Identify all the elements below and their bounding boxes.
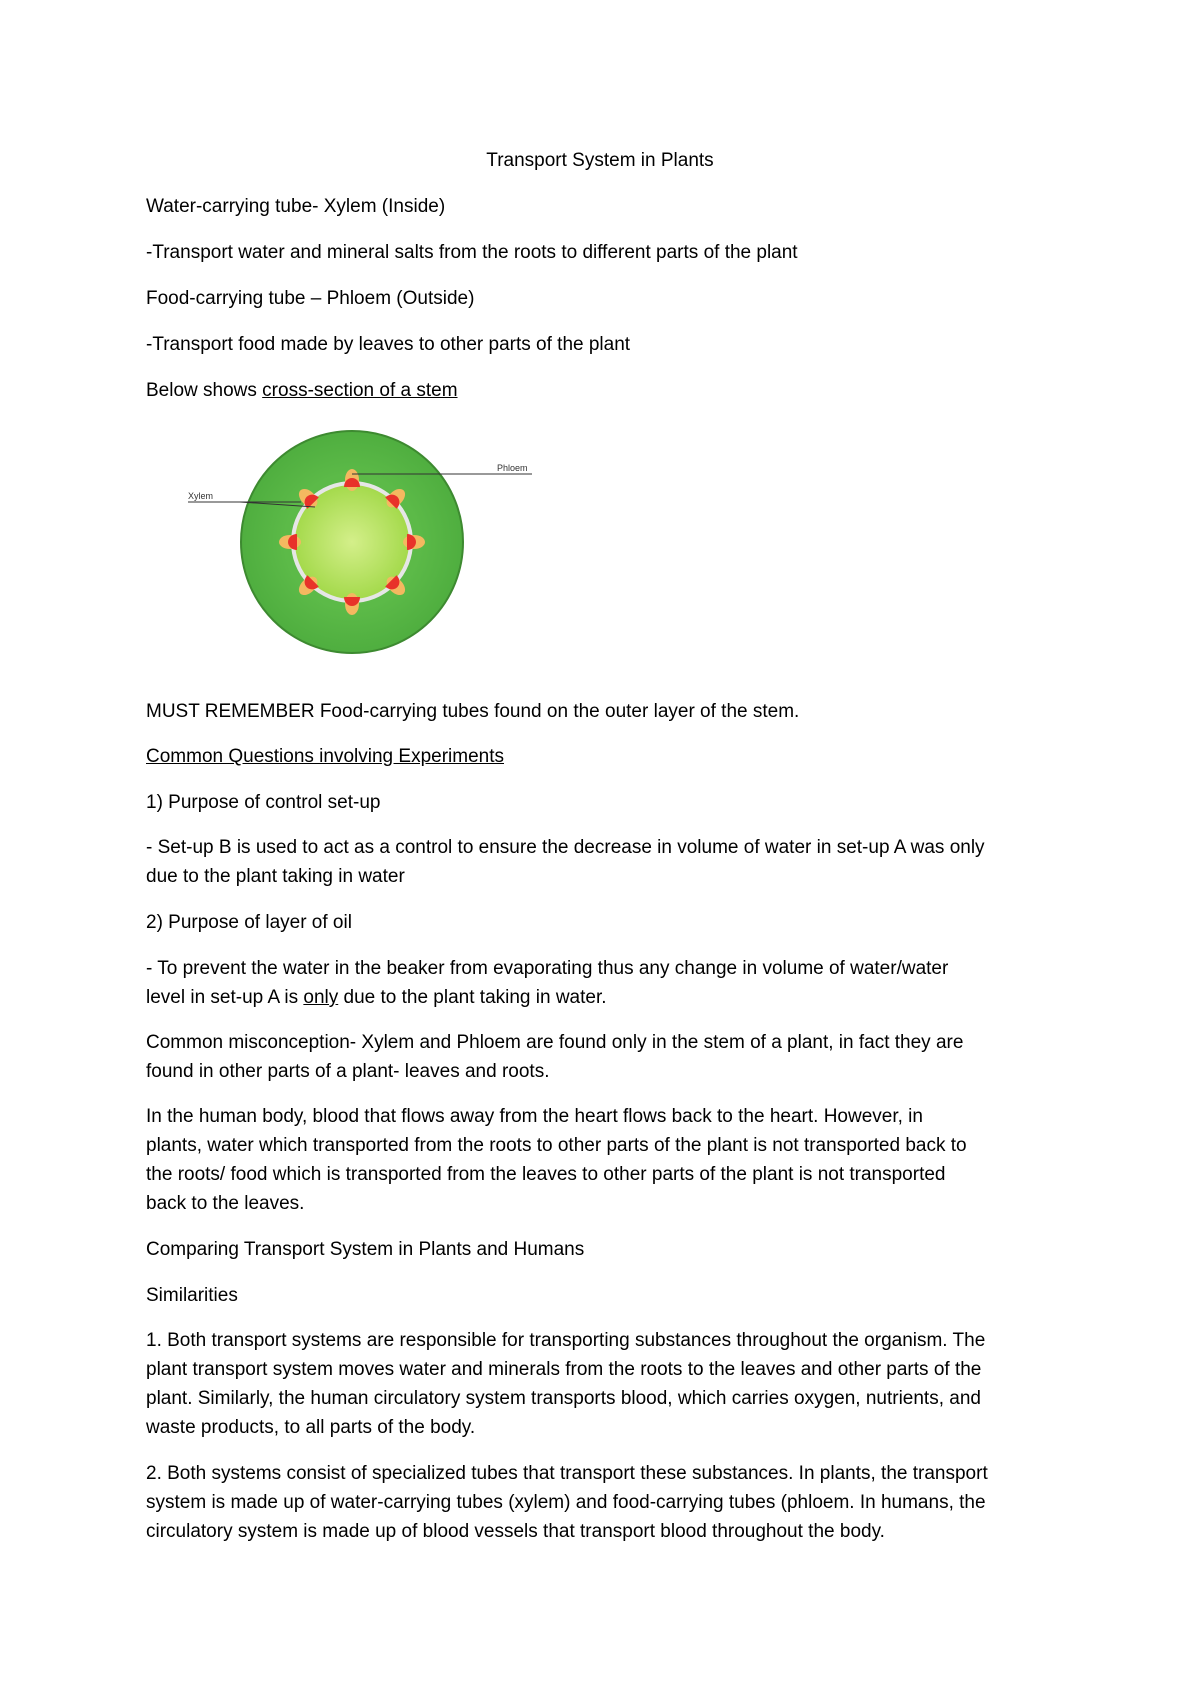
- answer-2-line: - To prevent the water in the beaker from evaporating thus any change in volume of water/water: [146, 958, 949, 979]
- cross-section-intro: [146, 376, 1066, 405]
- human-body-line: the roots/ food which is transported from the leaves to other parts of the plant is not transported: [146, 1164, 946, 1185]
- similarity-2-paragraph: [146, 1459, 1066, 1546]
- answer-2-pre: level in set-up A is: [146, 987, 304, 1008]
- similarity-2-line: system is made up of water-carrying tubes (xylem) and food-carrying tubes (phloem. In humans, the: [146, 1492, 986, 1513]
- answer-1-line: due to the plant taking in water: [146, 866, 405, 887]
- human-body-line: In the human body, blood that flows away from the heart flows back to the heart. However, in: [146, 1106, 923, 1127]
- xylem-description: -Transport water and mineral salts from the roots to different parts of the plant: [146, 242, 798, 263]
- common-questions-heading: Common Questions involving Experiments: [146, 746, 504, 767]
- phloem-label: Phloem: [497, 463, 528, 473]
- similarity-1-line: 1. Both transport systems are responsible for transporting substances throughout the organism. The: [146, 1330, 986, 1351]
- question-2: 2) Purpose of layer of oil: [146, 912, 352, 933]
- human-body-line: plants, water which transported from the roots to other parts of the plant is not transported back to: [146, 1135, 967, 1156]
- comparing-heading: Comparing Transport System in Plants and Humans: [146, 1239, 585, 1260]
- similarity-1-paragraph: [146, 1326, 1066, 1442]
- phloem-line: Food-carrying tube – Phloem (Outside): [146, 288, 475, 309]
- answer-2-only: only: [303, 987, 339, 1008]
- cross-section-prefix: Below shows: [146, 380, 263, 401]
- answer-2-post: due to the plant taking in water.: [338, 987, 607, 1008]
- misconception-line: found in other parts of a plant- leaves and roots.: [146, 1061, 550, 1082]
- human-body-paragraph: [146, 1102, 1066, 1218]
- question-1: 1) Purpose of control set-up: [146, 792, 381, 813]
- xylem-line: Water-carrying tube- Xylem (Inside): [146, 196, 446, 217]
- page-title: Transport System in Plants: [486, 150, 714, 171]
- answer-1: [146, 833, 1066, 891]
- human-body-line: back to the leaves.: [146, 1193, 305, 1214]
- answer-1-line: - Set-up B is used to act as a control to ensure the decrease in volume of water in set-up A was only: [146, 837, 985, 858]
- similarity-1-line: waste products, to all parts of the body.: [146, 1417, 476, 1438]
- stem-cross-section-diagram: [180, 425, 550, 665]
- answer-2-line-2: [146, 983, 1066, 1012]
- misconception-paragraph: [146, 1028, 1066, 1086]
- phloem-description: -Transport food made by leaves to other parts of the plant: [146, 334, 631, 355]
- misconception-line: Common misconception- Xylem and Phloem are found only in the stem of a plant, in fact they are: [146, 1032, 964, 1053]
- similarity-2-line: circulatory system is made up of blood vessels that transport blood throughout the body.: [146, 1521, 885, 1542]
- similarities-heading: Similarities: [146, 1285, 238, 1306]
- must-remember-note: MUST REMEMBER Food-carrying tubes found on the outer layer of the stem.: [146, 701, 800, 722]
- xylem-label: Xylem: [188, 491, 214, 501]
- cross-section-underlined: cross-section of a stem: [262, 380, 458, 401]
- similarity-1-line: plant transport system moves water and minerals from the roots to the leaves and other parts of the: [146, 1359, 982, 1380]
- similarity-1-line: plant. Similarly, the human circulatory system transports blood, which carries oxygen, nutrients, and: [146, 1388, 981, 1409]
- answer-2: [146, 954, 1066, 1012]
- similarity-2-line: 2. Both systems consist of specialized tubes that transport these substances. In plants, the transport: [146, 1463, 988, 1484]
